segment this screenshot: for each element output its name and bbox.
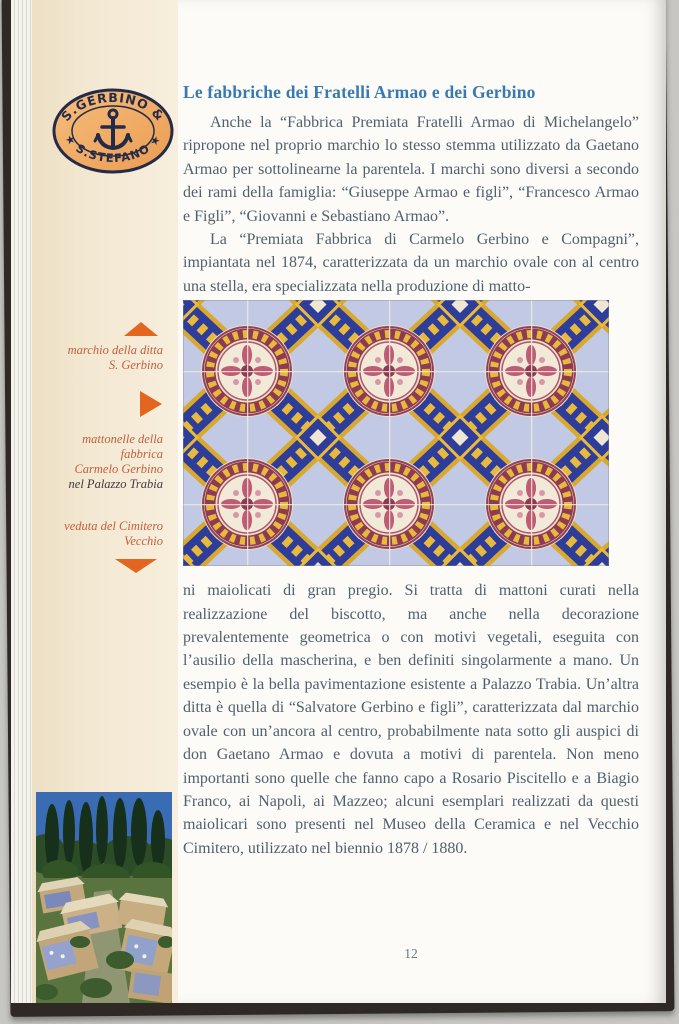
triangle-up-icon: [124, 322, 158, 336]
caption-line: Carmelo Gerbino: [74, 462, 163, 476]
majolica-tiles-figure: [183, 300, 639, 566]
triangle-down-icon: [115, 559, 157, 573]
caption-mattonelle: [69, 432, 163, 492]
page-number: 12: [404, 946, 418, 961]
caption-line: veduta del Cimitero: [64, 519, 163, 533]
stamp-top-text: S.GERBINO &: [58, 89, 168, 125]
paragraph-1: Anche la “Fabbrica Premiata Fratelli Armao di Michelangelo” ripropone nel proprio marchio lo stesso stemma utilizzato da Gaetano Armao per sottolinearne la parentela. I marchi sono diversi a secondo dei rami della famiglia: “Giuseppe Armao e figli”, “Francesco Armao e Figli”, “Giovanni e Sebastiano Armao”.: [183, 114, 639, 225]
triangle-right-icon: [140, 391, 162, 417]
stamp-bottom-text: ★ S.STEFANO ★: [61, 131, 165, 166]
page-fore-edge: [11, 0, 33, 1003]
article: [183, 82, 639, 860]
article-heading: Le fabbriche dei Fratelli Armao e dei Gerbino: [183, 82, 536, 102]
caption-line: marchio della ditta: [67, 343, 163, 357]
cemetery-photo-image: [36, 792, 172, 1003]
caption-line: Vecchio: [124, 534, 163, 548]
caption-marchio: [68, 343, 163, 373]
majolica-tiles-image: [183, 300, 609, 566]
caption-line: fabbrica: [120, 447, 163, 461]
stamp-oval-logo: [50, 86, 176, 176]
caption-veduta: [64, 519, 163, 549]
factory-stamp: [50, 86, 176, 181]
caption-line: mattonelle della: [82, 432, 163, 446]
caption-line: S. Gerbino: [108, 358, 163, 372]
paragraph-2: La “Premiata Fabbrica di Carmelo Gerbino e Compagni”, impiantata nel 1874, caratterizzata da un marchio ovale con al centro una stella, era specializzata nella produzione di matto-: [183, 231, 639, 295]
sidebar: [32, 0, 178, 1003]
paragraph-3: ni maiolicati di gran pregio. Si tratta di mattoni curati nella realizzazione del biscotto, ma anche nella decorazione prevalentemente geometrica o con motivi vegetali, eseguita con l’ausilio della mascherina, e ben definiti singolarmente a mano. Un esempio è la bella pavimentazione esistente a Palazzo Trabia. Un’altra ditta è quella di “Salvatore Gerbino e figli”, caratterizzata dal marchio ovale con un’ancora al centro, probabilmente nata sotto gli auspici di don Gaetano Armao e dovuta a motivi di parentela. Non meno importanti sono quelle che fanno capo a Rosario Piscitello e a Biagio Franco, ai Napoli, ai Mazzeo; alcuni esemplari realizzati da questi maiolicari sono presenti nel Museo della Ceramica e nel Vecchio Cimitero, utilizzato nel biennio 1878 / 1880.: [183, 582, 639, 857]
book-page: [32, 0, 666, 1003]
cemetery-photo: [36, 792, 172, 1003]
caption-line-dark: nel Palazzo Trabia: [68, 477, 163, 491]
